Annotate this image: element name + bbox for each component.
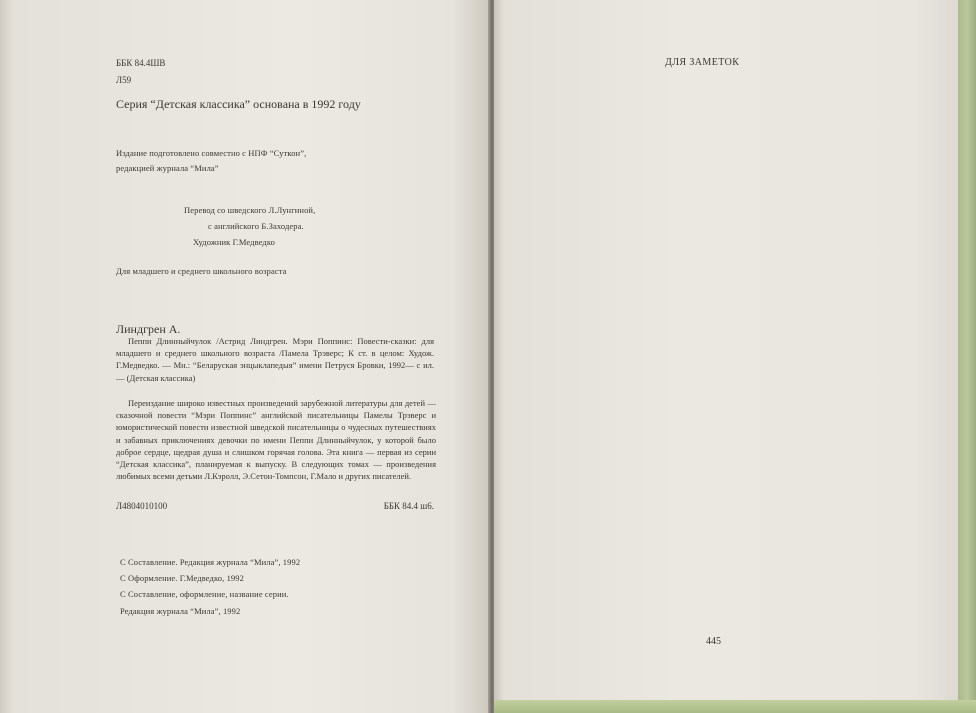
translation-line-2: с английского Б.Заходера.	[208, 221, 304, 231]
prepared-note-line-1: Издание подготовлено совместно с НПФ “Суткон”,	[116, 148, 307, 158]
translation-line-1: Перевод со шведского Л.Лунгиной,	[184, 205, 316, 215]
cover-edge-right	[958, 0, 976, 713]
illustrator-credit: Художник Г.Медведко	[193, 237, 276, 247]
author-heading: Линдгрен А.	[116, 322, 181, 336]
annotation: Переиздание широко известных произведений зарубежной литературы для детей — сказочной повести “Мэри Поппинс” английской писательницы Памелы Трэверс и юмористической повести известной шведской писательницы о чудесных путешествиях и забавных приключениях девочки по имени Пеппи Длинныйчулок, у которой было доброе сердце, щедрая душа и слишком горячая голова. Эта книга — первая из серии “Детская классика”, планируемая к выпуску. В следующих томах — произведения любимых всеми детьми Л.Кэролл, Э.Сетон-Томпсон, Г.Мало и других писателей.	[116, 398, 436, 482]
bbk-classification-bottom: ББК 84.4 ш6.	[383, 501, 434, 511]
age-note: Для младшего и среднего школьного возраста	[116, 266, 287, 276]
copyright-line-3: С Составление, оформление, название серии.	[120, 589, 289, 599]
page-number: 445	[706, 636, 721, 647]
copyright-line-2: С Оформление. Г.Медведко, 1992	[120, 573, 244, 583]
prepared-note-line-2: редакцией журнала “Мила”	[116, 163, 219, 173]
copyright-line-1: С Составление. Редакция журнала “Мила”, 1992	[120, 557, 301, 567]
isbn-code: Л4804010100	[116, 501, 168, 511]
bibliographic-description: Пеппи Длинныйчулок /Астрид Линдгрен. Мэри Поппинс: Повести-сказки: для младшего и среднего школьного возраста /Памела Трэверс; К ст. в целом: Худож. Г.Медведко. — Мн.: “Беларуская энцыклапедыя” имени Петруся Бровки, 1992— с ил. — (Детская классика)	[116, 336, 434, 383]
series-note: Серия “Детская классика” основана в 1992 году	[116, 97, 361, 111]
right-page	[494, 0, 960, 713]
bbk-classification-top: ББК 84.4ШВ	[116, 58, 166, 68]
copyright-line-4: Редакция журнала “Мила”, 1992	[120, 606, 241, 616]
cover-edge-bottom	[494, 700, 976, 713]
isbn-row	[116, 501, 434, 511]
notes-heading: ДЛЯ ЗАМЕТОК	[665, 57, 740, 68]
author-sign-code: Л59	[116, 75, 132, 85]
